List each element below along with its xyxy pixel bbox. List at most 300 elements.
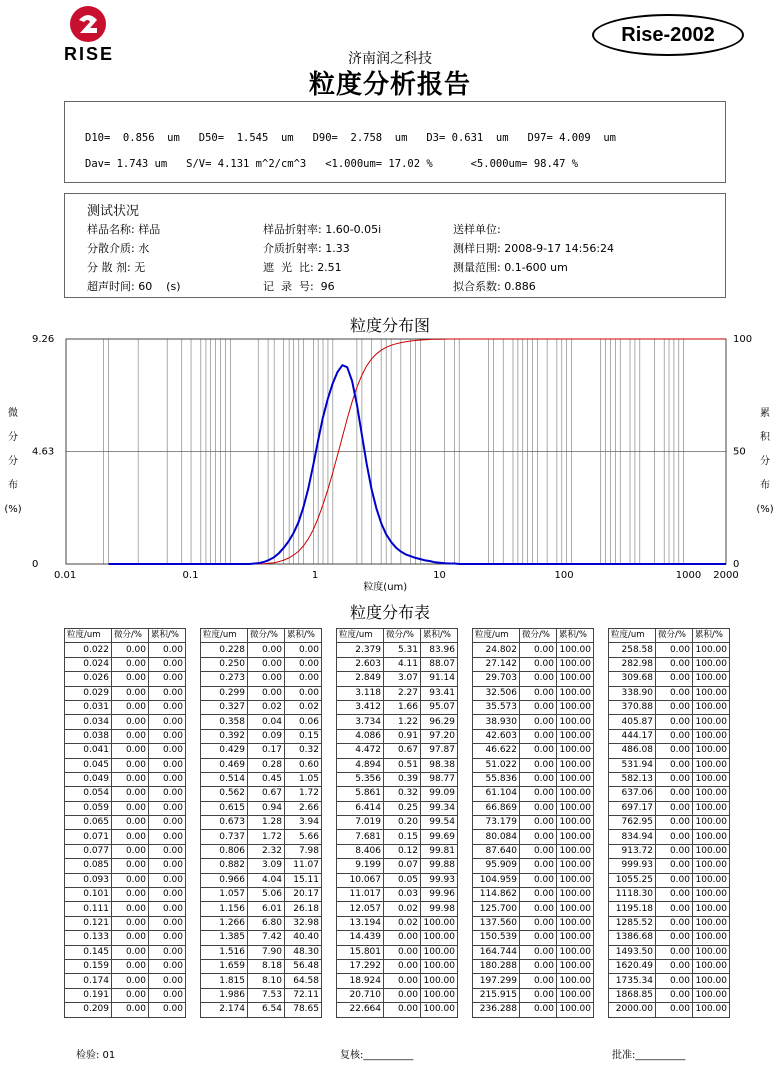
distribution-table: [64, 628, 186, 1018]
table-cell: 0.00: [112, 772, 149, 786]
table-cell: 0.00: [149, 945, 186, 959]
table-cell: 48.30: [285, 945, 322, 959]
table-header: 粒度/um: [65, 629, 112, 643]
table-cell: 0.09: [248, 729, 285, 743]
table-cell: 38.930: [473, 715, 520, 729]
table-cell: 11.017: [337, 888, 384, 902]
table-cell: 100.00: [557, 643, 594, 657]
table-row: [201, 816, 322, 830]
table-cell: 0.228: [201, 643, 248, 657]
table-cell: 100.00: [693, 873, 730, 887]
table-row: [609, 959, 730, 973]
y-right-axis-label: 分: [760, 456, 770, 467]
table-row: [65, 744, 186, 758]
table-cell: 486.08: [609, 744, 656, 758]
table-row: [65, 959, 186, 973]
distribution-table: [608, 628, 730, 1018]
table-row: [337, 959, 458, 973]
table-cell: 0.00: [656, 974, 693, 988]
table-cell: 100.00: [557, 744, 594, 758]
table-cell: 0.00: [656, 758, 693, 772]
table-cell: 2.379: [337, 643, 384, 657]
table-cell: 100.00: [557, 888, 594, 902]
table-cell: 100.00: [421, 916, 458, 930]
summary-box: [64, 101, 726, 183]
table-cell: 282.98: [609, 657, 656, 671]
table-row: [201, 959, 322, 973]
table-cell: 1.659: [201, 959, 248, 973]
table-cell: 3.94: [285, 816, 322, 830]
table-row: [337, 830, 458, 844]
table-row: [473, 1003, 594, 1017]
table-cell: 1.66: [384, 700, 421, 714]
table-cell: 100.00: [557, 772, 594, 786]
table-row: [337, 931, 458, 945]
table-row: [65, 787, 186, 801]
table-cell: 2.66: [285, 801, 322, 815]
table-cell: 0.00: [520, 1003, 557, 1017]
table-cell: 0.00: [149, 801, 186, 815]
table-cell: 7.42: [248, 931, 285, 945]
table-cell: 56.48: [285, 959, 322, 973]
table-cell: 100.00: [421, 988, 458, 1002]
inspector-field: 检验: 01: [76, 1050, 116, 1061]
y-left-axis-label: 分: [8, 456, 18, 467]
table-cell: 0.00: [520, 830, 557, 844]
table-cell: 0.00: [112, 1003, 149, 1017]
table-header: 粒度/um: [473, 629, 520, 643]
table-cell: 0.00: [384, 974, 421, 988]
table-cell: 100.00: [421, 945, 458, 959]
table-cell: 0.05: [384, 873, 421, 887]
table-cell: 0.101: [65, 888, 112, 902]
table-cell: 0.054: [65, 787, 112, 801]
table-cell: 0.00: [149, 686, 186, 700]
table-row: [473, 729, 594, 743]
table-cell: 0.00: [656, 700, 693, 714]
table-row: [201, 873, 322, 887]
table-cell: 0.00: [656, 830, 693, 844]
table-row: [473, 816, 594, 830]
approve-field: 批准:__________: [612, 1050, 686, 1061]
table-cell: 0.67: [248, 787, 285, 801]
table-cell: 0.00: [520, 902, 557, 916]
condition-field: 测量范围: 0.1-600 um: [453, 261, 568, 274]
table-cell: 0.00: [112, 801, 149, 815]
logo-mark-icon: [70, 6, 106, 42]
table-cell: 637.06: [609, 787, 656, 801]
table-cell: 27.142: [473, 657, 520, 671]
table-cell: 0.174: [65, 974, 112, 988]
table-row: [337, 888, 458, 902]
table-row: [201, 931, 322, 945]
table-cell: 0.029: [65, 686, 112, 700]
table-row: [65, 657, 186, 671]
table-cell: 73.179: [473, 816, 520, 830]
table-cell: 6.01: [248, 902, 285, 916]
table-cell: 32.98: [285, 916, 322, 930]
differential-series-line: [109, 365, 726, 564]
y-right-tick-label: 100: [733, 334, 753, 345]
table-cell: 100.00: [557, 830, 594, 844]
table-cell: 1.516: [201, 945, 248, 959]
company-name: 济南润之科技: [348, 51, 432, 67]
table-cell: 0.00: [149, 931, 186, 945]
table-row: [609, 744, 730, 758]
chart-title: 粒度分布图: [349, 316, 430, 335]
table-row: [473, 657, 594, 671]
table-cell: 0.00: [149, 657, 186, 671]
table-cell: 98.38: [421, 758, 458, 772]
y-right-tick-label: 50: [733, 446, 746, 458]
table-row: [473, 873, 594, 887]
table-cell: 0.00: [656, 643, 693, 657]
condition-field: 样品名称: 样品: [87, 223, 161, 236]
conditions-box: [64, 193, 726, 298]
table-cell: 40.40: [285, 931, 322, 945]
x-tick-label: 100: [554, 570, 574, 581]
table-row: [609, 1003, 730, 1017]
table-cell: 0.20: [384, 816, 421, 830]
table-row: [337, 844, 458, 858]
x-tick-label: 1000: [675, 570, 702, 581]
table-row: [65, 873, 186, 887]
table-row: [473, 686, 594, 700]
table-cell: 0.00: [520, 988, 557, 1002]
table-cell: 87.640: [473, 844, 520, 858]
table-row: [201, 888, 322, 902]
distribution-table: [200, 628, 322, 1018]
table-cell: 114.862: [473, 888, 520, 902]
table-row: [473, 643, 594, 657]
table-cell: 0.111: [65, 902, 112, 916]
table-row: [65, 902, 186, 916]
table-cell: 100.00: [557, 729, 594, 743]
table-row: [337, 758, 458, 772]
table-cell: 0.00: [384, 988, 421, 1002]
table-cell: 0.00: [112, 974, 149, 988]
table-cell: 0.00: [656, 686, 693, 700]
table-row: [201, 988, 322, 1002]
table-cell: 0.00: [149, 729, 186, 743]
table-cell: 0.273: [201, 672, 248, 686]
table-cell: 0.00: [112, 700, 149, 714]
table-cell: 35.573: [473, 700, 520, 714]
table-cell: 1.72: [248, 830, 285, 844]
table-cell: 0.00: [656, 801, 693, 815]
table-cell: 99.81: [421, 844, 458, 858]
table-cell: 7.90: [248, 945, 285, 959]
table-row: [609, 672, 730, 686]
table-cell: 0.299: [201, 686, 248, 700]
condition-field: 分 散 剂: 无: [87, 261, 146, 274]
table-cell: 1868.85: [609, 988, 656, 1002]
y-left-tick-label: 4.63: [32, 446, 55, 458]
table-cell: 0.00: [656, 816, 693, 830]
table-row: [337, 715, 458, 729]
table-row: [201, 1003, 322, 1017]
table-cell: 100.00: [557, 686, 594, 700]
table-cell: 0.00: [112, 672, 149, 686]
condition-field: 介质折射率: 1.33: [263, 242, 350, 255]
table-header: 粒度/um: [337, 629, 384, 643]
table-cell: 582.13: [609, 772, 656, 786]
table-cell: 0.00: [520, 772, 557, 786]
table-cell: 0.00: [656, 744, 693, 758]
table-row: [337, 974, 458, 988]
table-cell: 0.00: [656, 1003, 693, 1017]
table-cell: 61.104: [473, 787, 520, 801]
table-cell: 100.00: [557, 715, 594, 729]
table-cell: 1620.49: [609, 959, 656, 973]
table-row: [473, 672, 594, 686]
table-cell: 78.65: [285, 1003, 322, 1017]
table-cell: 137.560: [473, 916, 520, 930]
table-cell: 0.00: [656, 931, 693, 945]
table-row: [201, 859, 322, 873]
table-row: [473, 945, 594, 959]
table-cell: 100.00: [693, 902, 730, 916]
table-cell: 0.00: [384, 1003, 421, 1017]
table-cell: 6.54: [248, 1003, 285, 1017]
table-cell: 100.00: [693, 744, 730, 758]
table-cell: 0.00: [656, 916, 693, 930]
table-row: [201, 686, 322, 700]
table-row: [65, 772, 186, 786]
table-cell: 2.849: [337, 672, 384, 686]
table-cell: 100.00: [557, 859, 594, 873]
table-header: 微分/%: [384, 629, 421, 643]
table-cell: 100.00: [557, 844, 594, 858]
table-cell: 0.429: [201, 744, 248, 758]
table-cell: 100.00: [693, 801, 730, 815]
table-cell: 0.00: [149, 787, 186, 801]
table-cell: 0.00: [149, 859, 186, 873]
table-row: [473, 787, 594, 801]
table-cell: 834.94: [609, 830, 656, 844]
table-cell: 26.18: [285, 902, 322, 916]
y-right-axis-label: (%): [756, 504, 774, 515]
table-cell: 97.87: [421, 744, 458, 758]
table-cell: 100.00: [693, 772, 730, 786]
table-cell: 215.915: [473, 988, 520, 1002]
y-right-axis-label: 累: [760, 408, 770, 419]
table-cell: 15.11: [285, 873, 322, 887]
table-cell: 0.392: [201, 729, 248, 743]
y-left-axis-label: (%): [4, 504, 22, 515]
table-row: [473, 888, 594, 902]
table-cell: 0.065: [65, 816, 112, 830]
table-cell: 0.00: [285, 643, 322, 657]
y-left-axis-label: 布: [8, 480, 18, 491]
distribution-table: [472, 628, 594, 1018]
condition-field: 送样单位:: [453, 223, 501, 236]
table-cell: 95.909: [473, 859, 520, 873]
table-cell: 0.00: [112, 729, 149, 743]
condition-field: 遮 光 比: 2.51: [263, 261, 342, 274]
table-cell: 0.00: [520, 816, 557, 830]
table-cell: 104.959: [473, 873, 520, 887]
table-cell: 99.09: [421, 787, 458, 801]
table-cell: 3.734: [337, 715, 384, 729]
table-cell: 236.288: [473, 1003, 520, 1017]
table-cell: 0.00: [656, 729, 693, 743]
table-row: [65, 801, 186, 815]
table-cell: 913.72: [609, 844, 656, 858]
table-cell: 4.086: [337, 729, 384, 743]
table-row: [609, 988, 730, 1002]
y-left-tick-label: 0: [32, 559, 39, 570]
table-header: 粒度/um: [201, 629, 248, 643]
table-cell: 100.00: [693, 729, 730, 743]
table-cell: 0.00: [285, 672, 322, 686]
table-cell: 99.69: [421, 830, 458, 844]
table-cell: 1493.50: [609, 945, 656, 959]
table-cell: 0.121: [65, 916, 112, 930]
table-row: [473, 830, 594, 844]
table-row: [473, 772, 594, 786]
table-cell: 2.32: [248, 844, 285, 858]
y-right-tick-label: 0: [733, 559, 740, 570]
table-cell: 3.412: [337, 700, 384, 714]
table-cell: 0.00: [656, 888, 693, 902]
table-cell: 7.681: [337, 830, 384, 844]
table-row: [65, 643, 186, 657]
table-cell: 1.057: [201, 888, 248, 902]
table-cell: 99.54: [421, 816, 458, 830]
table-cell: 0.673: [201, 816, 248, 830]
table-cell: 0.00: [520, 859, 557, 873]
condition-field: 超声时间: 60 (s): [87, 280, 181, 293]
table-cell: 100.00: [693, 686, 730, 700]
table-cell: 0.00: [248, 672, 285, 686]
table-cell: 55.836: [473, 772, 520, 786]
table-cell: 0.031: [65, 700, 112, 714]
table-cell: 531.94: [609, 758, 656, 772]
x-tick-label: 10: [433, 570, 446, 581]
table-cell: 1.156: [201, 902, 248, 916]
table-cell: 11.07: [285, 859, 322, 873]
table-row: [201, 758, 322, 772]
table-cell: 100.00: [557, 959, 594, 973]
table-cell: 0.00: [384, 959, 421, 973]
table-row: [473, 959, 594, 973]
table-cell: 1118.30: [609, 888, 656, 902]
condition-field: 分散介质: 水: [87, 242, 150, 255]
table-row: [65, 888, 186, 902]
table-row: [609, 686, 730, 700]
table-cell: 0.00: [149, 700, 186, 714]
table-row: [473, 700, 594, 714]
table-cell: 7.98: [285, 844, 322, 858]
table-cell: 100.00: [693, 830, 730, 844]
table-cell: 0.00: [149, 988, 186, 1002]
table-cell: 2.27: [384, 686, 421, 700]
table-cell: 0.00: [520, 801, 557, 815]
table-cell: 0.00: [520, 744, 557, 758]
table-cell: 100.00: [557, 1003, 594, 1017]
table-cell: 0.00: [285, 657, 322, 671]
table-cell: 100.00: [421, 959, 458, 973]
table-cell: 0.00: [520, 729, 557, 743]
table-cell: 96.29: [421, 715, 458, 729]
table-cell: 0.00: [520, 700, 557, 714]
table-cell: 0.00: [149, 772, 186, 786]
table-cell: 4.472: [337, 744, 384, 758]
table-cell: 9.199: [337, 859, 384, 873]
table-row: [609, 643, 730, 657]
table-cell: 0.022: [65, 643, 112, 657]
table-row: [609, 787, 730, 801]
table-cell: 0.00: [149, 888, 186, 902]
table-cell: 0.159: [65, 959, 112, 973]
table-cell: 0.00: [112, 873, 149, 887]
y-left-tick-label: 9.26: [32, 334, 55, 345]
table-cell: 5.356: [337, 772, 384, 786]
table-cell: 3.118: [337, 686, 384, 700]
table-cell: 309.68: [609, 672, 656, 686]
table-cell: 4.894: [337, 758, 384, 772]
table-cell: 15.801: [337, 945, 384, 959]
table-cell: 17.292: [337, 959, 384, 973]
table-cell: 697.17: [609, 801, 656, 815]
table-cell: 1.22: [384, 715, 421, 729]
table-row: [337, 988, 458, 1002]
table-cell: 0.00: [656, 844, 693, 858]
table-cell: 0.00: [520, 974, 557, 988]
table-row: [65, 844, 186, 858]
table-cell: 0.00: [149, 672, 186, 686]
table-row: [337, 1003, 458, 1017]
table-row: [201, 643, 322, 657]
table-cell: 5.31: [384, 643, 421, 657]
table-row: [201, 945, 322, 959]
table-cell: 0.209: [65, 1003, 112, 1017]
table-cell: 0.91: [384, 729, 421, 743]
table-cell: 100.00: [693, 844, 730, 858]
table-cell: 0.00: [520, 686, 557, 700]
table-cell: 0.45: [248, 772, 285, 786]
table-cell: 7.019: [337, 816, 384, 830]
table-cell: 1.72: [285, 787, 322, 801]
table-row: [473, 801, 594, 815]
table-row: [609, 758, 730, 772]
x-tick-label: 0.1: [182, 570, 199, 581]
table-cell: 0.02: [384, 902, 421, 916]
table-cell: 0.00: [112, 830, 149, 844]
table-row: [65, 729, 186, 743]
table-row: [337, 729, 458, 743]
table-cell: 5.06: [248, 888, 285, 902]
table-cell: 444.17: [609, 729, 656, 743]
table-row: [65, 988, 186, 1002]
table-cell: 0.059: [65, 801, 112, 815]
table-row: [201, 902, 322, 916]
table-cell: 0.191: [65, 988, 112, 1002]
table-row: [473, 844, 594, 858]
condition-field: 测样日期: 2008-9-17 14:56:24: [453, 242, 615, 255]
table-header: 累积/%: [149, 629, 186, 643]
table-cell: 0.327: [201, 700, 248, 714]
table-cell: 100.00: [693, 715, 730, 729]
table-cell: 0.00: [149, 744, 186, 758]
table-cell: 1.266: [201, 916, 248, 930]
table-cell: 125.700: [473, 902, 520, 916]
table-header: 累积/%: [693, 629, 730, 643]
table-cell: 164.744: [473, 945, 520, 959]
table-cell: 0.049: [65, 772, 112, 786]
table-cell: 100.00: [557, 672, 594, 686]
